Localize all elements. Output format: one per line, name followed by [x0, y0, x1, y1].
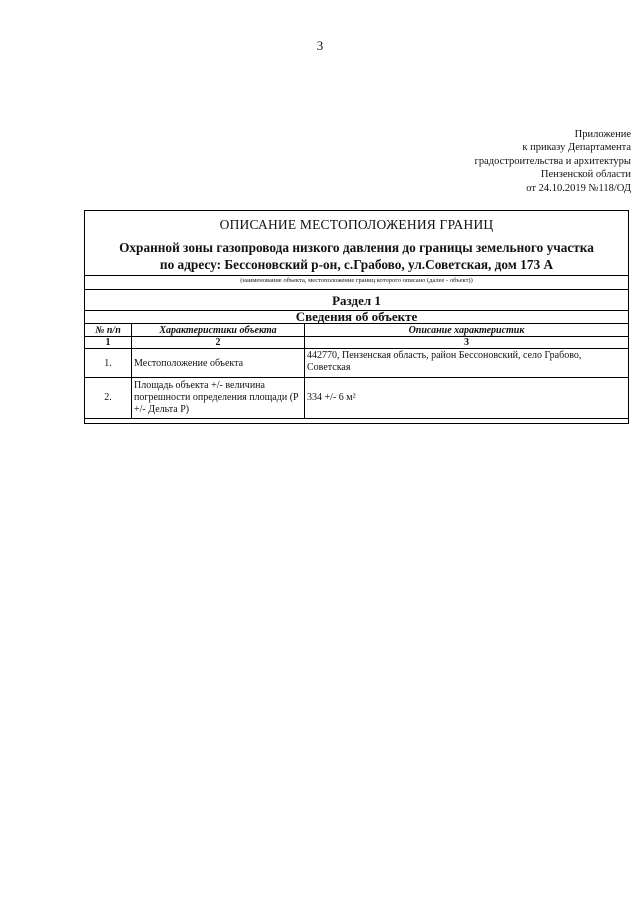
row-number: 2. [85, 378, 132, 419]
column-header: Описание характеристик [305, 324, 629, 337]
appendix-line: Пензенской области [540, 169, 631, 181]
column-number-row [85, 337, 629, 349]
column-number: 3 [305, 337, 629, 349]
table-row [85, 349, 629, 378]
description-cell: 442770, Пензенская область, район Бессоновский, село Грабово, Советская [305, 349, 629, 378]
caption-note: (наименование объекта, местоположение границ которого описано (далее - объект)) [240, 277, 473, 284]
divider [85, 275, 628, 276]
characteristic-cell: Местоположение объекта [132, 349, 305, 378]
boundary-description-frame [84, 210, 629, 424]
appendix-line: к приказу Департамента [522, 142, 631, 154]
column-number: 2 [132, 337, 305, 349]
divider [85, 289, 628, 290]
appendix-date-line: от 24.10.2019 №118/ОД [526, 182, 631, 194]
description-cell: 334 +/- 6 м² [305, 378, 629, 419]
table-row [85, 378, 629, 419]
section-subtitle: Сведения об объекте [295, 309, 418, 324]
document-subtitle [85, 239, 628, 273]
appendix-line: Приложение [574, 129, 631, 140]
object-info-table [84, 323, 629, 419]
column-header: № п/п [85, 324, 132, 337]
subtitle-line-2: по адресу: Бессоновский р-он, с.Грабово, ул.Советская, дом 173 А [159, 257, 554, 272]
row-number: 1. [85, 349, 132, 378]
appendix-block [475, 128, 631, 195]
column-header: Характеристики объекта [132, 324, 305, 337]
column-number: 1 [85, 337, 132, 349]
table-header-row [85, 324, 629, 337]
section-title: Раздел 1 [332, 293, 381, 308]
subtitle-line-1: Охранной зоны газопровода низкого давления до границы земельного участка [119, 240, 594, 255]
characteristic-cell: Площадь объекта +/- величина погрешности определения площади (Р +/- Дельта Р) [132, 378, 305, 419]
appendix-line: градостроительства и архитектуры [474, 155, 631, 167]
page-number: 3 [316, 38, 324, 53]
document-title: ОПИСАНИЕ МЕСТОПОЛОЖЕНИЯ ГРАНИЦ [219, 217, 494, 232]
